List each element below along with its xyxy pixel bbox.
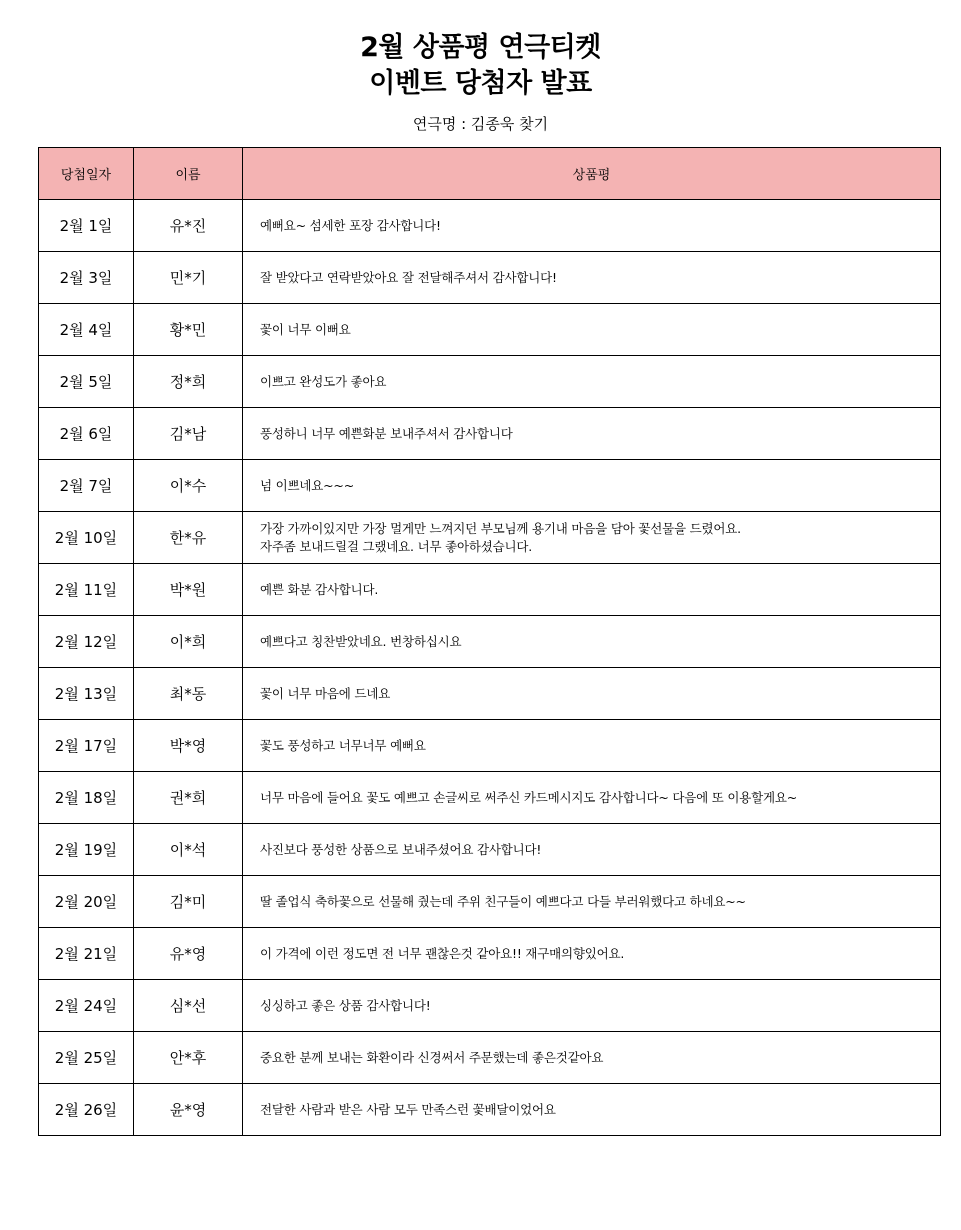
winner-review: 꽃이 너무 마음에 드네요 — [243, 668, 941, 720]
winner-review: 풍성하니 너무 예쁜화분 보내주셔서 감사합니다 — [243, 408, 941, 460]
table-row — [39, 460, 941, 512]
winner-name: 유*영 — [134, 928, 243, 980]
table-row — [39, 720, 941, 772]
winner-review: 넘 이쁘네요~~~ — [243, 460, 941, 512]
winner-name: 이*수 — [134, 460, 243, 512]
table-row — [39, 928, 941, 980]
winner-date: 2월 20일 — [39, 876, 134, 928]
table-row — [39, 304, 941, 356]
winner-date: 2월 19일 — [39, 824, 134, 876]
winner-review: 전달한 사람과 받은 사람 모두 만족스런 꽃배달이었어요 — [243, 1084, 941, 1136]
winner-name: 김*미 — [134, 876, 243, 928]
winner-date: 2월 3일 — [39, 252, 134, 304]
table-row — [39, 980, 941, 1032]
winner-name: 최*동 — [134, 668, 243, 720]
winner-name: 이*희 — [134, 616, 243, 668]
table-row — [39, 356, 941, 408]
table-body — [39, 200, 941, 1136]
winner-review: 싱싱하고 좋은 상품 감사합니다! — [243, 980, 941, 1032]
table-row — [39, 616, 941, 668]
table-row — [39, 668, 941, 720]
table-row — [39, 1084, 941, 1136]
winner-review: 잘 받았다고 연락받았아요 잘 전달해주셔서 감사합니다! — [243, 252, 941, 304]
winner-date: 2월 18일 — [39, 772, 134, 824]
header-review: 상품평 — [243, 148, 941, 200]
table-row — [39, 564, 941, 616]
winner-name: 김*남 — [134, 408, 243, 460]
winner-name: 정*희 — [134, 356, 243, 408]
winner-date: 2월 21일 — [39, 928, 134, 980]
winner-name: 황*민 — [134, 304, 243, 356]
play-name-subtitle: 연극명 : 김종욱 찾기 — [412, 115, 549, 133]
winner-date: 2월 7일 — [39, 460, 134, 512]
winner-review: 이 가격에 이런 정도면 전 너무 괜찮은것 같아요!! 재구매의향있어요. — [243, 928, 941, 980]
winner-name: 윤*영 — [134, 1084, 243, 1136]
winner-date: 2월 12일 — [39, 616, 134, 668]
winner-name: 권*희 — [134, 772, 243, 824]
winner-review: 가장 가까이있지만 가장 멀게만 느껴지던 부모님께 용기내 마음을 담아 꽃선물을 드렸어요. 자주좀 보내드릴걸 그랬네요. 너무 좋아하셨습니다. — [243, 512, 941, 564]
winner-review: 딸 졸업식 축하꽃으로 선물해 줬는데 주위 친구들이 예쁘다고 다들 부러워했다고 하네요~~ — [243, 876, 941, 928]
table-row — [39, 772, 941, 824]
winner-date: 2월 24일 — [39, 980, 134, 1032]
winner-review: 예쁜 화분 감사합니다. — [243, 564, 941, 616]
winner-date: 2월 26일 — [39, 1084, 134, 1136]
winner-date: 2월 5일 — [39, 356, 134, 408]
page-title-line1: 2월 상품평 연극티켓 — [360, 32, 601, 63]
table-header-row — [39, 148, 941, 200]
winner-name: 이*석 — [134, 824, 243, 876]
winner-date: 2월 4일 — [39, 304, 134, 356]
winner-review: 예뻐요~ 섬세한 포장 감사합니다! — [243, 200, 941, 252]
table-row — [39, 252, 941, 304]
winner-date: 2월 11일 — [39, 564, 134, 616]
winner-name: 박*원 — [134, 564, 243, 616]
table-row — [39, 408, 941, 460]
table-row — [39, 1032, 941, 1084]
winner-date: 2월 1일 — [39, 200, 134, 252]
header-date: 당첨일자 — [39, 148, 134, 200]
winner-review: 꽃도 풍성하고 너무너무 예뻐요 — [243, 720, 941, 772]
table-row — [39, 824, 941, 876]
winner-review: 너무 마음에 들어요 꽃도 예쁘고 손글씨로 써주신 카드메시지도 감사합니다~ 다음에 또 이용할게요~ — [243, 772, 941, 824]
winner-name: 한*유 — [134, 512, 243, 564]
winner-date: 2월 13일 — [39, 668, 134, 720]
page-title-line2: 이벤트 당첨자 발표 — [369, 68, 592, 99]
winner-review: 사진보다 풍성한 상품으로 보내주셨어요 감사합니다! — [243, 824, 941, 876]
winner-date: 2월 6일 — [39, 408, 134, 460]
winner-name: 심*선 — [134, 980, 243, 1032]
table-row — [39, 512, 941, 564]
table-row — [39, 876, 941, 928]
winner-review: 꽃이 너무 이뻐요 — [243, 304, 941, 356]
winners-table — [38, 147, 941, 1136]
winner-name: 박*영 — [134, 720, 243, 772]
winner-date: 2월 10일 — [39, 512, 134, 564]
winner-review: 이쁘고 완성도가 좋아요 — [243, 356, 941, 408]
table-row — [39, 200, 941, 252]
winner-date: 2월 17일 — [39, 720, 134, 772]
winner-review: 중요한 분께 보내는 화환이라 신경써서 주문했는데 좋은것같아요 — [243, 1032, 941, 1084]
winner-date: 2월 25일 — [39, 1032, 134, 1084]
header-name: 이름 — [134, 148, 243, 200]
winner-review: 예쁘다고 칭찬받았네요. 번창하십시요 — [243, 616, 941, 668]
winner-name: 유*진 — [134, 200, 243, 252]
winner-name: 안*후 — [134, 1032, 243, 1084]
winner-name: 민*기 — [134, 252, 243, 304]
